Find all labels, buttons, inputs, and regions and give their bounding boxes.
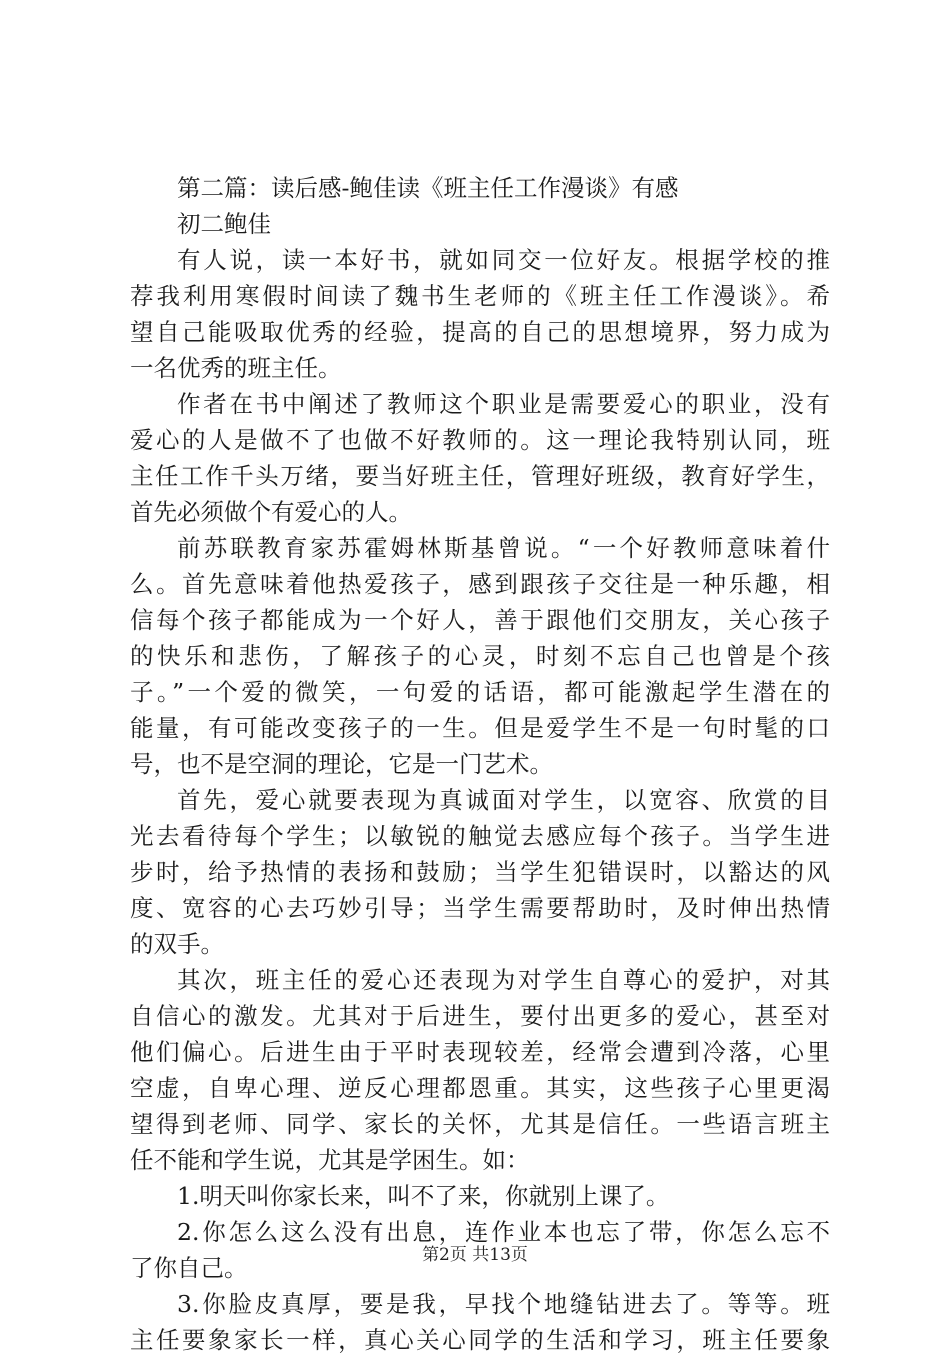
paragraph: [130, 386, 830, 530]
paragraph-line: 了你自己。: [130, 1254, 248, 1282]
paragraph-line: 有人说，读一本好书，就如同交一位好友。根据学校的推: [177, 246, 830, 274]
paragraph-line: 2.你怎么这么没有出息，连作业本也忘了带，你怎么忘不: [177, 1218, 830, 1246]
paragraph: [130, 242, 830, 386]
paragraph-line: 3.你脸皮真厚，要是我，早找个地缝钻进去了。等等。班: [177, 1290, 830, 1318]
paragraph-line: 望自己能吸取优秀的经验，提高的自己的思想境界，努力成为: [130, 318, 830, 346]
paragraph-line: 任不能和学生说，尤其是学困生。如：: [130, 1146, 530, 1174]
paragraph-line: 首先，爱心就要表现为真诚面对学生，以宽容、欣赏的目: [177, 786, 830, 814]
document-title: 第二篇：读后感-鲍佳读《班主任工作漫谈》有感: [177, 174, 679, 202]
paragraph-line: 光去看待每个学生；以敏锐的触觉去感应每个孩子。当学生进: [130, 822, 830, 850]
paragraph-line: 信每个孩子都能成为一个好人，善于跟他们交朋友，关心孩子: [130, 606, 830, 634]
paragraph: [130, 530, 830, 782]
document-body: [130, 170, 830, 1358]
paragraph-line: 子。”一个爱的微笑，一句爱的话语，都可能激起学生潜在的: [130, 678, 830, 706]
paragraph-line: 号，也不是空洞的理论，它是一门艺术。: [130, 750, 553, 778]
paragraph-line: 的快乐和悲伤，了解孩子的心灵，时刻不忘自己也曾是个孩: [130, 642, 830, 670]
paragraph-line: 主任工作千头万绪，要当好班主任，管理好班级，教育好学生，: [130, 462, 830, 490]
paragraph-line: 的双手。: [130, 930, 224, 958]
document-author: 初二鲍佳: [177, 210, 271, 238]
paragraph-line: 望得到老师、同学、家长的关怀，尤其是信任。一些语言班主: [130, 1110, 830, 1138]
list-item: [130, 1286, 830, 1358]
paragraph-line: 度、宽容的心去巧妙引导；当学生需要帮助时，及时伸出热情: [130, 894, 830, 922]
paragraph-line: 么。首先意味着他热爱孩子，感到跟孩子交往是一种乐趣，相: [130, 570, 830, 598]
paragraph: [130, 962, 830, 1178]
paragraph-line: 1.明天叫你家长来，叫不了来，你就别上课了。: [177, 1182, 670, 1210]
paragraph-line: 自信心的激发。尤其对于后进生，要付出更多的爱心，甚至对: [130, 1002, 830, 1030]
paragraph-line: 作者在书中阐述了教师这个职业是需要爱心的职业，没有: [177, 390, 830, 418]
paragraph-line: 爱心的人是做不了也做不好教师的。这一理论我特别认同，班: [130, 426, 830, 454]
list-item: [130, 1178, 830, 1214]
paragraph-line: 主任要象家长一样，真心关心同学的生活和学习，班主任要象: [130, 1326, 830, 1354]
paragraph: [130, 782, 830, 962]
page-number-footer: 第2页 共13页: [422, 1245, 528, 1265]
paragraph-line: 一名优秀的班主任。: [130, 354, 342, 382]
paragraph-line: 空虚，自卑心理、逆反心理都恩重。其实，这些孩子心里更渴: [130, 1074, 830, 1102]
paragraph-line: 荐我利用寒假时间读了魏书生老师的《班主任工作漫谈》。希: [130, 282, 830, 310]
paragraph-line: 其次，班主任的爱心还表现为对学生自尊心的爱护，对其: [177, 966, 830, 994]
paragraph-line: 前苏联教育家苏霍姆林斯基曾说。“一个好教师意味着什: [177, 534, 830, 562]
paragraph-line: 首先必须做个有爱心的人。: [130, 498, 412, 526]
paragraph-line: 步时，给予热情的表扬和鼓励；当学生犯错误时，以豁达的风: [130, 858, 830, 886]
paragraph-line: 他们偏心。后进生由于平时表现较差，经常会遭到冷落，心里: [130, 1038, 830, 1066]
paragraph-line: 能量，有可能改变孩子的一生。但是爱学生不是一句时髦的口: [130, 714, 830, 742]
